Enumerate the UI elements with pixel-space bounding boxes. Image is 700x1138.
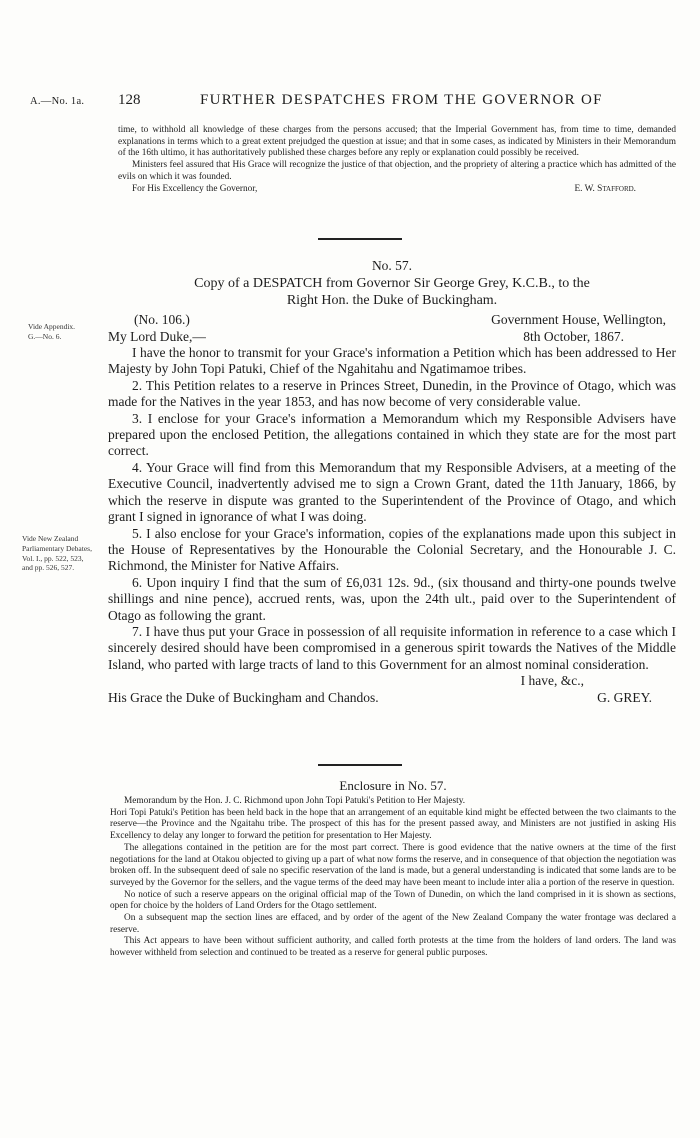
despatch-signature: G. GREY. [597, 689, 652, 705]
enclosure-heading: Enclosure in No. 57. [339, 778, 447, 793]
despatch-paragraph: 4. Your Grace will find from this Memorandum that my Responsible Advisers, at a meeting of the Executive Council, inadvertently advised me to sign a Crown Grant, dated the 11th January, 1866, by which the reserve in dispute was granted to the Superintendent of the Province of Otago, and which grant I signed in ignorance of what I was doing. [108, 459, 676, 525]
margin-note-debates: Vide New Zealand Parliamentary Debates, Vol. I., pp. 522, 523, and pp. 526, 527. [22, 534, 92, 573]
signoff [118, 184, 676, 196]
despatch-addressee-row [108, 690, 676, 706]
section-divider [318, 764, 402, 766]
running-title: FURTHER DESPATCHES FROM THE GOVERNOR OF [200, 92, 603, 108]
despatch-date: 8th October, 1867. [523, 328, 624, 344]
despatch-place: Government House, Wellington, [491, 312, 666, 328]
despatch [108, 258, 676, 706]
signoff-left: For His Excellency the Governor, [132, 183, 258, 194]
enclosure [110, 778, 676, 960]
despatch-title-line1: Copy of a DESPATCH from Governor Sir George Grey, K.C.B., to the [194, 276, 590, 292]
despatch-ref-row [108, 312, 676, 328]
despatch-paragraph: 3. I enclose for your Grace's information a Memorandum which my Responsible Advisers have prepared upon the enclosed Petition, the allegations contained in which they state are for the most part correct. [108, 410, 676, 459]
signoff-signature: E. W. Stafford. [574, 183, 636, 194]
enclosure-paragraph: The allegations contained in the petition are for the most part correct. There is good evidence that the native owners at the time of the first negotiations for the land at Otakou objected to giving up a part of what now forms the reserve, and in consequence of that objection the negotiation was broken off. In the subsequent deed of sale no specific reservation of the land is made, but a general understanding is indicated that some lands are to be surveyed by the Governor for the sellers, and the vague terms of the deed may have been meant to include inter alia a portion of the reserve in question. [110, 842, 676, 888]
document-reference: A.—No. 1a. [30, 96, 85, 107]
despatch-paragraph: 5. I also enclose for your Grace's information, copies of the explanations made upon this subject in the House of Representatives by the Honourable the Colonial Secretary, and the Honourable J. C. Richmond, the Minister for Native Affairs. [108, 525, 676, 574]
despatch-paragraph: 2. This Petition relates to a reserve in Princes Street, Dunedin, in the Province of Otago, which was made for the Natives in the year 1853, and has now become of very considerable value. [108, 377, 676, 410]
despatch-title-line2: Right Hon. the Duke of Buckingham. [286, 292, 498, 308]
enclosure-intro: Memorandum by the Hon. J. C. Richmond upon John Topi Patuki's Petition to Her Majesty. [124, 796, 466, 806]
section-divider [318, 238, 402, 240]
preceding-paragraph: Ministers feel assured that His Grace will recognize the justice of that objection, and the propriety of altering a practice which has admitted of the evils on which it was founded. [118, 160, 676, 182]
page-number: 128 [118, 92, 141, 108]
enclosure-paragraph: This Act appears to have been without sufficient authority, and called forth protests at the time from the holders of land orders. The land was however withheld from selection and continued to be treated as a reserve for general public purposes. [110, 936, 676, 959]
despatch-closing: I have, &c., [520, 673, 584, 689]
despatch-number: No. 57. [371, 258, 413, 273]
despatch-paragraph: I have the honor to transmit for your Grace's information a Petition which has been addressed to Her Majesty by John Topi Patuki, Chief of the Ngahitahu and Ngatimamoe tribes. [108, 345, 676, 377]
despatch-paragraph: 6. Upon inquiry I find that the sum of £6,031 12s. 9d., (six thousand and thirty-one pounds twelve shillings and nine pence), accrued rents, was, upon the 24th ult., paid over to the Superintendent of Otago as following the grant. [108, 574, 676, 623]
despatch-salutation-row [108, 329, 676, 345]
enclosure-paragraph: On a subsequent map the section lines are effaced, and by order of the agent of the New Zealand Company the water frontage was declared a reserve. [110, 913, 676, 935]
preceding-paragraph: time, to withhold all knowledge of these charges from the persons accused; that the Imperial Government has, from time to time, demanded explanations in terms which to a great extent prejudged the question at issue; and that in some cases, as indicated by Ministers in their Memorandum of the 16th ultimo, it has authoritatively published these charges before any reply or explanation could possibly be received. [118, 125, 676, 159]
despatch-ref-number: (No. 106.) [134, 312, 190, 328]
margin-note-appendix: Vide Appendix. G.—No. 6. [28, 322, 76, 341]
preceding-text [118, 125, 676, 195]
despatch-addressee: His Grace the Duke of Buckingham and Chandos. [108, 689, 379, 705]
despatch-paragraph: 7. I have thus put your Grace in possession of all requisite information in reference to a case which I sincerely desired should have been compromised in a generous spirit towards the Natives of the Middle Island, who parted with large tracts of land to this Government for an almost nominal consideration. [108, 623, 676, 672]
enclosure-paragraph: No notice of such a reserve appears on the original official map of the Town of Dunedin, on which the land comprised in it is shown as sections, open for choice by the holders of Land Orders for the Otago settlement. [110, 889, 676, 912]
enclosure-paragraph: Hori Topi Patuki's Petition has been held back in the hope that an arrangement of an equitable kind might be effected between the two claimants to the reserve—the Province and the Ngaitahu tribe. The prospect of this has for the present passed away, and Ministers are not justified in asking His Excellency to delay any longer to forward the petition for presentation to Her Majesty. [110, 807, 676, 842]
despatch-salutation: My Lord Duke,— [108, 328, 206, 344]
page-header [30, 93, 678, 113]
